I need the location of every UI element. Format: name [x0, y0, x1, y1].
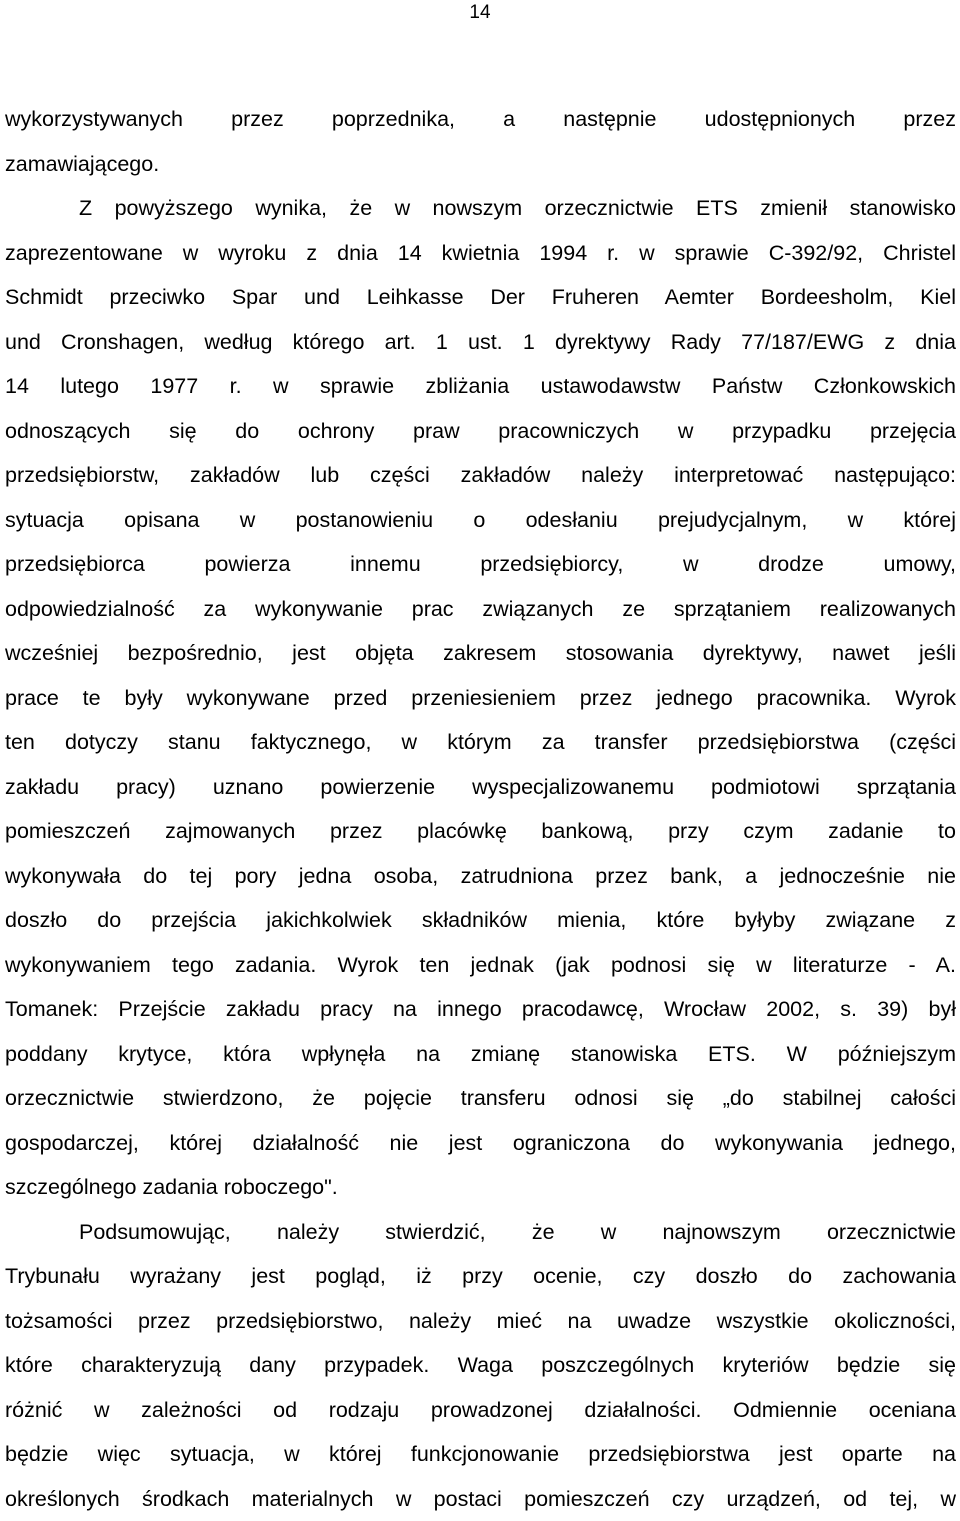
text-line: odnoszących się do ochrony praw pracowniczych w przypadku przejęcia: [5, 409, 956, 454]
text-line: Schmidt przeciwko Spar und Leihkasse Der Fruheren Aemter Bordeesholm, Kiel: [5, 275, 956, 320]
text-line: wykorzystywanych przez poprzednika, a następnie udostępnionych przez: [5, 97, 956, 142]
text-line: szczególnego zadania roboczego".: [5, 1165, 956, 1210]
text-line: które charakteryzują dany przypadek. Waga poszczególnych kryteriów będzie się: [5, 1343, 956, 1388]
text-line: prace te były wykonywane przed przeniesieniem przez jednego pracownika. Wyrok: [5, 676, 956, 721]
text-line: Podsumowując, należy stwierdzić, że w najnowszym orzecznictwie: [5, 1210, 956, 1255]
text-line: zamawiającego.: [5, 142, 956, 187]
text-line: 14 lutego 1977 r. w sprawie zbliżania ustawodawstw Państw Członkowskich: [5, 364, 956, 409]
text-line: przedsiębiorca powierza innemu przedsiębiorcy, w drodze umowy,: [5, 542, 956, 587]
text-line: ten dotyczy stanu faktycznego, w którym za transfer przedsiębiorstwa (części: [5, 720, 956, 765]
text-line: Tomanek: Przejście zakładu pracy na innego pracodawcę, Wrocław 2002, s. 39) był: [5, 987, 956, 1032]
text-line: różnić w zależności od rodzaju prowadzonej działalności. Odmiennie oceniana: [5, 1388, 956, 1433]
document-body: [5, 97, 956, 1521]
text-line: pomieszczeń zajmowanych przez placówkę bankową, przy czym zadanie to: [5, 809, 956, 854]
text-line: określonych środkach materialnych w postaci pomieszczeń czy urządzeń, od tej, w: [5, 1477, 956, 1521]
text-line: sytuacja opisana w postanowieniu o odesłaniu prejudycjalnym, w której: [5, 498, 956, 543]
page-number: 14: [0, 2, 960, 24]
text-line: orzecznictwie stwierdzono, że pojęcie transferu odnosi się „do stabilnej całości: [5, 1076, 956, 1121]
text-line: gospodarczej, której działalność nie jest ograniczona do wykonywania jednego,: [5, 1121, 956, 1166]
text-line: wykonywaniem tego zadania. Wyrok ten jednak (jak podnosi się w literaturze - A.: [5, 943, 956, 988]
text-line: poddany krytyce, która wpłynęła na zmianę stanowiska ETS. W późniejszym: [5, 1032, 956, 1077]
text-line: odpowiedzialność za wykonywanie prac związanych ze sprzątaniem realizowanych: [5, 587, 956, 632]
text-line: będzie więc sytuacja, w której funkcjonowanie przedsiębiorstwa jest oparte na: [5, 1432, 956, 1477]
text-line: zakładu pracy) uznano powierzenie wyspecjalizowanemu podmiotowi sprzątania: [5, 765, 956, 810]
text-line: doszło do przejścia jakichkolwiek składników mienia, które byłyby związane z: [5, 898, 956, 943]
text-line: und Cronshagen, według którego art. 1 ust. 1 dyrektywy Rady 77/187/EWG z dnia: [5, 320, 956, 365]
text-line: Trybunału wyrażany jest pogląd, iż przy ocenie, czy doszło do zachowania: [5, 1254, 956, 1299]
text-line: wcześniej bezpośrednio, jest objęta zakresem stosowania dyrektywy, nawet jeśli: [5, 631, 956, 676]
text-line: tożsamości przez przedsiębiorstwo, należy mieć na uwadze wszystkie okoliczności,: [5, 1299, 956, 1344]
text-line: Z powyższego wynika, że w nowszym orzecznictwie ETS zmienił stanowisko: [5, 186, 956, 231]
text-line: zaprezentowane w wyroku z dnia 14 kwietnia 1994 r. w sprawie C-392/92, Christel: [5, 231, 956, 276]
text-line: przedsiębiorstw, zakładów lub części zakładów należy interpretować następująco:: [5, 453, 956, 498]
text-line: wykonywała do tej pory jedna osoba, zatrudniona przez bank, a jednocześnie nie: [5, 854, 956, 899]
